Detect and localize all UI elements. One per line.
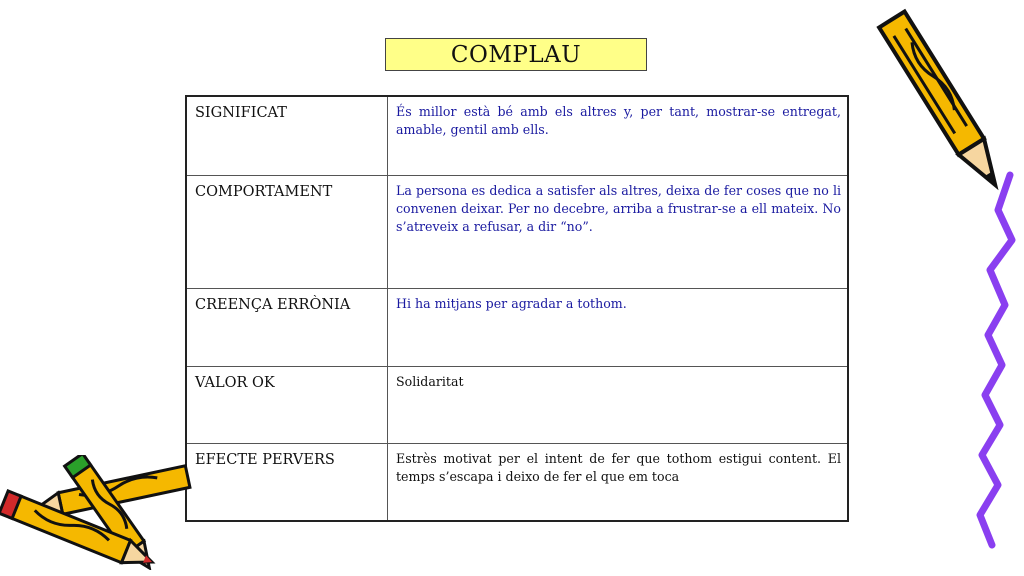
- row-text: Estrès motivat per el intent de fer que tothom estigui content. El temps s’escapa i deixo de fer el que em toca: [388, 444, 849, 522]
- table-row: [186, 176, 848, 289]
- row-label: SIGNIFICAT: [186, 96, 388, 176]
- row-text: És millor està bé amb els altres y, per tant, mostrar-se entregat, amable, gentil amb ells.: [388, 96, 849, 176]
- row-text: La persona es dedica a satisfer als altres, deixa de fer coses que no li convenen deixar. Per no decebre, arriba a frustrar-se a ell mateix. No s’atreveix a refusar, a dir “no”.: [388, 176, 849, 289]
- row-label: CREENÇA ERRÒNIA: [186, 289, 388, 367]
- row-label: COMPORTAMENT: [186, 176, 388, 289]
- squiggle-icon: [950, 170, 1024, 550]
- row-label: EFECTE PERVERS: [186, 444, 388, 522]
- row-label: VALOR OK: [186, 367, 388, 444]
- complau-table: [185, 95, 849, 522]
- slide-title: COMPLAU: [385, 38, 647, 71]
- table-row: [186, 367, 848, 444]
- row-text: Solidaritat: [388, 367, 849, 444]
- table-row: [186, 444, 848, 522]
- table-row: [186, 96, 848, 176]
- pencils-icon: [0, 455, 200, 570]
- row-text: Hi ha mitjans per agradar a tothom.: [388, 289, 849, 367]
- table-row: [186, 289, 848, 367]
